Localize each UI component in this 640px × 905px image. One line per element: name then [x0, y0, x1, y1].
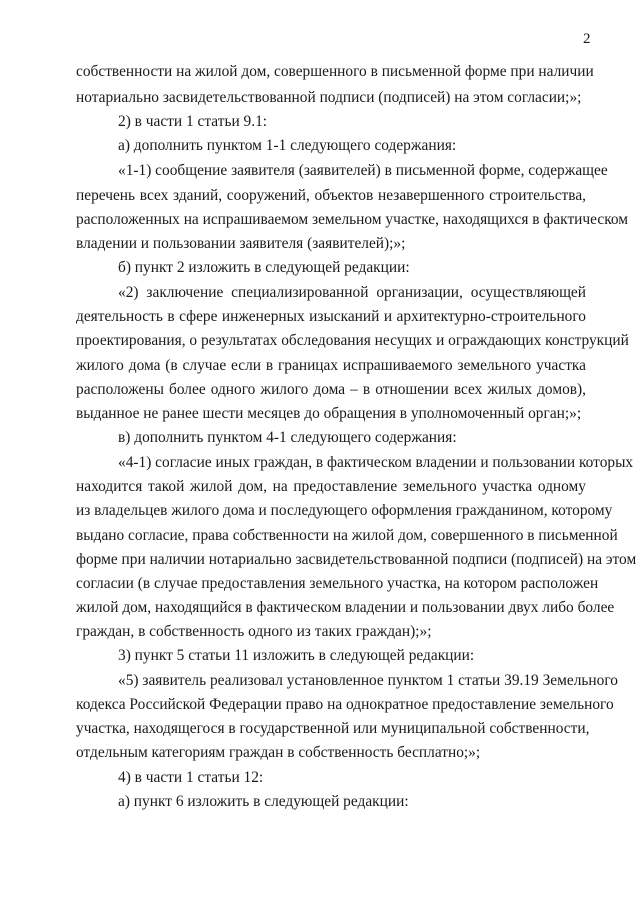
text-line: а) дополнить пунктом 1-1 следующего содержания:: [118, 137, 457, 154]
text-line: владении и пользовании заявителя (заявителей);»;: [76, 235, 406, 252]
text-line: согласии (в случае предоставления земельного участка, на котором расположен: [76, 575, 599, 592]
text-line: а) пункт 6 изложить в следующей редакции:: [118, 793, 409, 810]
text-line: «2) заключение специализированной организации, осуществляющей: [118, 284, 586, 301]
text-line: граждан, в собственность одного из таких граждан);»;: [76, 623, 432, 640]
text-line: выданное не ранее шести месяцев до обращения в уполномоченный орган;»;: [76, 405, 582, 422]
text-line: «1-1) сообщение заявителя (заявителей) в письменной форме, содержащее: [118, 162, 608, 179]
text-line: 4) в части 1 статьи 12:: [118, 769, 264, 786]
text-line: жилой дом, находящийся в фактическом владении и пользовании двух либо более: [76, 599, 615, 616]
text-line: 2) в части 1 статьи 9.1:: [118, 113, 268, 130]
text-line: расположены более одного жилого дома – в отношении всех жилых домов),: [76, 381, 586, 398]
text-line: «5) заявитель реализовал установленное пунктом 1 статьи 39.19 Земельного: [118, 672, 618, 689]
text-line: в) дополнить пунктом 4-1 следующего содержания:: [118, 429, 457, 446]
text-line: из владельцев жилого дома и последующего оформления гражданином, которому: [76, 502, 613, 519]
text-line: выдано согласие, права собственности на жилой дом, совершенного в письменной: [76, 527, 618, 544]
text-line: находится такой жилой дом, на предоставление земельного участка одному: [76, 478, 586, 495]
text-line: расположенных на испрашиваемом земельном участке, находящихся в фактическом: [76, 211, 629, 228]
text-line: отдельным категориям граждан в собственность бесплатно;»;: [76, 744, 481, 761]
text-line: собственности на жилой дом, совершенного в письменной форме при наличии: [76, 63, 594, 80]
text-line: жилого дома (в случае если в границах испрашиваемого земельного участка: [76, 357, 586, 374]
text-line: форме при наличии нотариально засвидетельствованной подписи (подписей) на этом: [76, 551, 637, 568]
text-line: проектирования, о результатах обследования несущих и ограждающих конструкций: [76, 332, 629, 349]
text-line: «4-1) согласие иных граждан, в фактическом владении и пользовании которых: [118, 454, 634, 471]
text-line: перечень всех зданий, сооружений, объектов незавершенного строительства,: [76, 187, 586, 204]
text-line: деятельность в сфере инженерных изысканий и архитектурно-строительного: [76, 308, 586, 325]
text-line: б) пункт 2 изложить в следующей редакции:: [118, 259, 410, 276]
text-line: участка, находящегося в государственной или муниципальной собственности,: [76, 720, 590, 737]
text-line: кодекса Российской Федерации право на однократное предоставление земельного: [76, 696, 614, 713]
text-line: 3) пункт 5 статьи 11 изложить в следующей редакции:: [118, 647, 475, 664]
text-line: нотариально засвидетельствованной подписи (подписей) на этом согласии;»;: [76, 89, 582, 106]
page-number: 2: [583, 31, 591, 47]
